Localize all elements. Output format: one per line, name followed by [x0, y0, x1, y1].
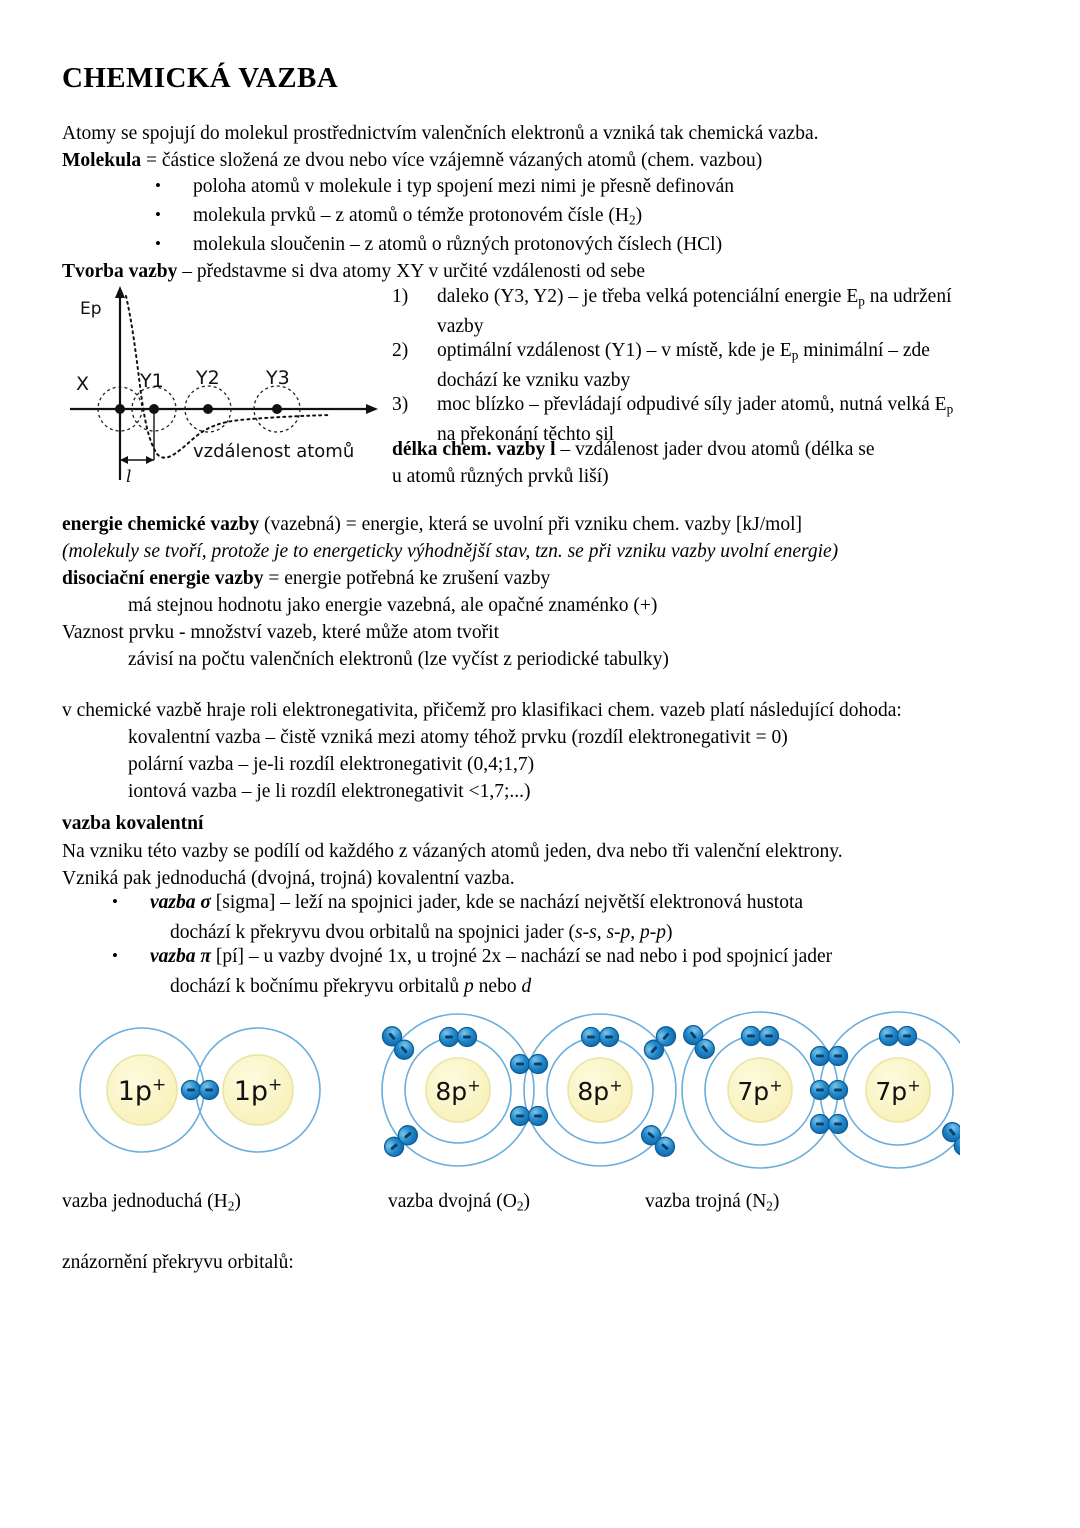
atom-diagram-n2: [680, 1012, 960, 1168]
tvorba-vazby-rest: – představme si dva atomy XY v určité vzdálenosti od sebe: [177, 261, 646, 282]
diagram-caption-h2: [62, 1191, 241, 1214]
graph-y-axis-label: Ep: [80, 299, 102, 319]
list-item-label: molekula sloučenin – z atomů o různých protonových číslech (HCl): [193, 234, 723, 255]
disociacni-energie-rest: = energie potřebná ke zrušení vazby: [263, 568, 551, 589]
energie-vazby-label: energie chemické vazby: [62, 514, 260, 535]
numbered-item-text-b: minimální – zde: [798, 340, 930, 361]
elektronegativita-line-2: polární vazba – je-li rozdíl elektronegativit (0,4;1,7): [128, 754, 535, 775]
molekula-label: Molekula: [62, 150, 142, 171]
x-axis-arrow-icon: [366, 404, 378, 414]
energie-vazby-line: [62, 511, 802, 538]
nucleus-label-left: 8p+: [435, 1076, 481, 1106]
numbered-item-text-a: moc blízko – převládají odpudivé síly jader atomů, nutná velká E: [437, 394, 947, 415]
numbered-item-label: [437, 340, 930, 363]
inner-shell-pair-left: [742, 1027, 779, 1046]
nucleus-label-right: 7p+: [875, 1076, 921, 1106]
vaznost-line-1: Vaznost prvku - množství vazeb, které může atom tvořit: [62, 622, 499, 643]
energie-italic-note: (molekuly se tvoří, protože je to energeticky výhodnější stav, tzn. se při vzniku vazby uvolní energie): [62, 541, 839, 562]
graph-x-axis-label: vzdálenost atomů: [193, 441, 355, 462]
elektronegativita-line-3: iontová vazba – je li rozdíl elektronegativit <1,7;...): [128, 781, 531, 802]
caption-subscript: 2: [227, 1198, 235, 1214]
caption-text-b: ): [523, 1191, 530, 1212]
sigma-sub-a: dochází k překryvu dvou orbitalů na spojnici jader (: [170, 922, 576, 943]
lone-pair-left-bottom: [381, 1122, 422, 1160]
graph-svg: [62, 282, 392, 487]
disociacni-energie-line2: má stejnou hodnotu jako energie vazebná, ale opačné znaménko (+): [128, 595, 658, 616]
bullet-icon: •: [155, 176, 161, 195]
footer-line: znázornění překryvu orbitalů:: [62, 1252, 294, 1273]
caption-text-a: vazba jednoduchá (H: [62, 1191, 228, 1212]
pi-sub-mid: nebo: [473, 976, 522, 997]
covalent-bond-diagrams: [60, 1002, 960, 1182]
numbered-item-text-a: daleko (Y3, Y2) – je třeba velká potenciální energie E: [437, 286, 859, 307]
numbered-item-marker: 3): [392, 394, 409, 415]
caption-text-b: ): [772, 1191, 780, 1212]
bullet-icon: •: [155, 234, 161, 253]
bonding-electron-pair-2: [811, 1081, 848, 1100]
caption-subscript: 2: [516, 1198, 524, 1214]
subscript-p: p: [791, 347, 799, 363]
pi-orbital-p: p: [464, 976, 474, 997]
inner-shell-pair-right: [880, 1027, 917, 1046]
disociacni-energie-line: [62, 565, 550, 592]
bonding-electron-pair-3: [811, 1115, 848, 1134]
numbered-item-marker: 2): [392, 340, 409, 361]
bond-length-marker: [120, 456, 154, 464]
atom-diagram-h2: [80, 1028, 320, 1152]
bullet-icon: •: [155, 205, 161, 224]
subscript-p: p: [858, 293, 865, 309]
bullet-icon: •: [112, 946, 118, 965]
caption-text-a: vazba trojná (N: [645, 1191, 767, 1212]
lone-pair-right-bottom: [939, 1119, 960, 1160]
bullet-icon: •: [112, 892, 118, 911]
intro-molekula-line: [62, 147, 762, 174]
atom-diagram-o2: [379, 1014, 680, 1166]
tvorba-vazby-line: [62, 258, 645, 285]
inner-shell-pair-left: [440, 1028, 477, 1047]
numbered-item-label: [437, 394, 953, 417]
sigma-bond-name: vazba σ: [150, 892, 211, 913]
pi-bond-name: vazba π: [150, 946, 212, 967]
bonding-electron-pair-1: [182, 1081, 219, 1100]
kovalentni-line-1: Na vzniku této vazby se podílí od každého z vázaných atomů jeden, dva nebo tři valenční elektrony.: [62, 841, 843, 862]
numbered-item-3-line2: na překonání těchto sil: [437, 424, 615, 445]
diagram-caption-n2: [645, 1191, 779, 1214]
intro-line-1: Atomy se spojují do molekul prostřednictvím valenčních elektronů a vzniká tak chemická vazba.: [62, 123, 819, 144]
pi-sub-a: dochází k bočnímu překryvu orbitalů: [170, 976, 465, 997]
tvorba-vazby-label: Tvorba vazby: [62, 261, 178, 282]
bonding-electron-pair-1: [811, 1047, 848, 1066]
pi-orbital-d: d: [521, 976, 532, 997]
list-item-label: poloha atomů v molekule i typ spojení mezi nimi je přesně definován: [193, 176, 735, 197]
elektronegativita-intro: v chemické vazbě hraje roli elektronegativita, přičemž pro klasifikaci chem. vazeb platí následující dohoda:: [62, 700, 902, 721]
elektronegativita-line-1: kovalentní vazba – čistě vzniká mezi atomy téhož prvku (rozdíl elektronegativit = 0): [128, 727, 788, 748]
nucleus-label-left: 1p+: [117, 1075, 167, 1107]
inner-shell-pair-right: [582, 1028, 619, 1047]
delka-vazby-line2: u atomů různých prvků liší): [392, 466, 609, 487]
pi-bond-rest: [pí] – u vazby dvojné 1x, u trojné 2x – nachází se nad nebo i pod spojnicí jader: [211, 946, 833, 967]
vaznost-line-2: závisí na počtu valenčních elektronů (lze vyčíst z periodické tabulky): [128, 649, 669, 670]
disociacni-energie-label: disociační energie vazby: [62, 568, 264, 589]
caption-text-b: ): [234, 1191, 241, 1212]
numbered-item-label: [437, 286, 952, 309]
kovalentni-line-2: Vzniká pak jednoduchá (dvojná, trojná) kovalentní vazba.: [62, 868, 515, 889]
sigma-bond-label: [150, 892, 803, 914]
sigma-sub-b: ): [666, 922, 673, 943]
graph-atom-label-y1: Y1: [140, 370, 164, 392]
pi-bond-label: [150, 946, 832, 968]
bonding-electron-pair-1: [511, 1055, 548, 1074]
nucleus-label-right: 1p+: [233, 1075, 283, 1107]
numbered-item-2-line2: dochází ke vzniku vazby: [437, 370, 631, 391]
y-axis-arrow-icon: [115, 286, 125, 298]
diagram-caption-o2: [388, 1191, 530, 1214]
numbered-item-text-a: optimální vzdálenost (Y1) – v místě, kde je E: [437, 340, 792, 361]
delka-vazby-label: délka chem. vazby l: [392, 439, 556, 460]
nucleus-label-right: 8p+: [577, 1076, 623, 1106]
graph-atom-label-y2: Y2: [196, 367, 220, 389]
subscript-p: p: [946, 401, 954, 417]
lone-pair-right-bottom: [638, 1122, 679, 1160]
graph-atom-label-y3: Y3: [266, 367, 290, 389]
caption-text-a: vazba dvojná (O: [388, 1191, 517, 1212]
numbered-item-marker: 1): [392, 286, 409, 307]
graph-atom-label-x: X: [76, 373, 90, 395]
list-item-label: molekula prvků – z atomů o témže protonovém čísle $(H_2)$: [193, 205, 643, 228]
kovalentni-heading: vazba kovalentní: [62, 813, 204, 834]
caption-subscript: 2: [766, 1198, 773, 1214]
numbered-item-1-line2: vazby: [437, 316, 484, 337]
molekula-rest: = částice složená ze dvou nebo více vzájemně vázaných atomů (chem. vazbou): [141, 150, 763, 171]
bonding-electron-pair-2: [511, 1107, 548, 1126]
numbered-item-text-b: na udržení: [864, 286, 952, 307]
sigma-orbital-types: s-s, s-p, p-p: [575, 922, 667, 943]
delka-vazby-rest: – vzdálenost jader dvou atomů (délka se: [555, 439, 875, 460]
nucleus-label-left: 7p+: [737, 1076, 783, 1106]
pi-bond-subline: [170, 973, 531, 1000]
atom-diagrams-svg: [60, 1002, 960, 1182]
page-title: CHEMICKÁ VAZBA: [62, 62, 339, 94]
potential-energy-graph: [62, 282, 392, 487]
sigma-bond-subline: [170, 919, 673, 946]
sigma-bond-rest: [sigma] – leží na spojnici jader, kde se nachází největší elektronová hustota: [210, 892, 804, 913]
delka-vazby-line: [392, 436, 875, 463]
graph-length-label: l: [126, 467, 132, 487]
energie-vazby-rest: (vazebná) = energie, která se uvolní při vzniku chem. vazby [kJ/mol]: [259, 514, 803, 535]
